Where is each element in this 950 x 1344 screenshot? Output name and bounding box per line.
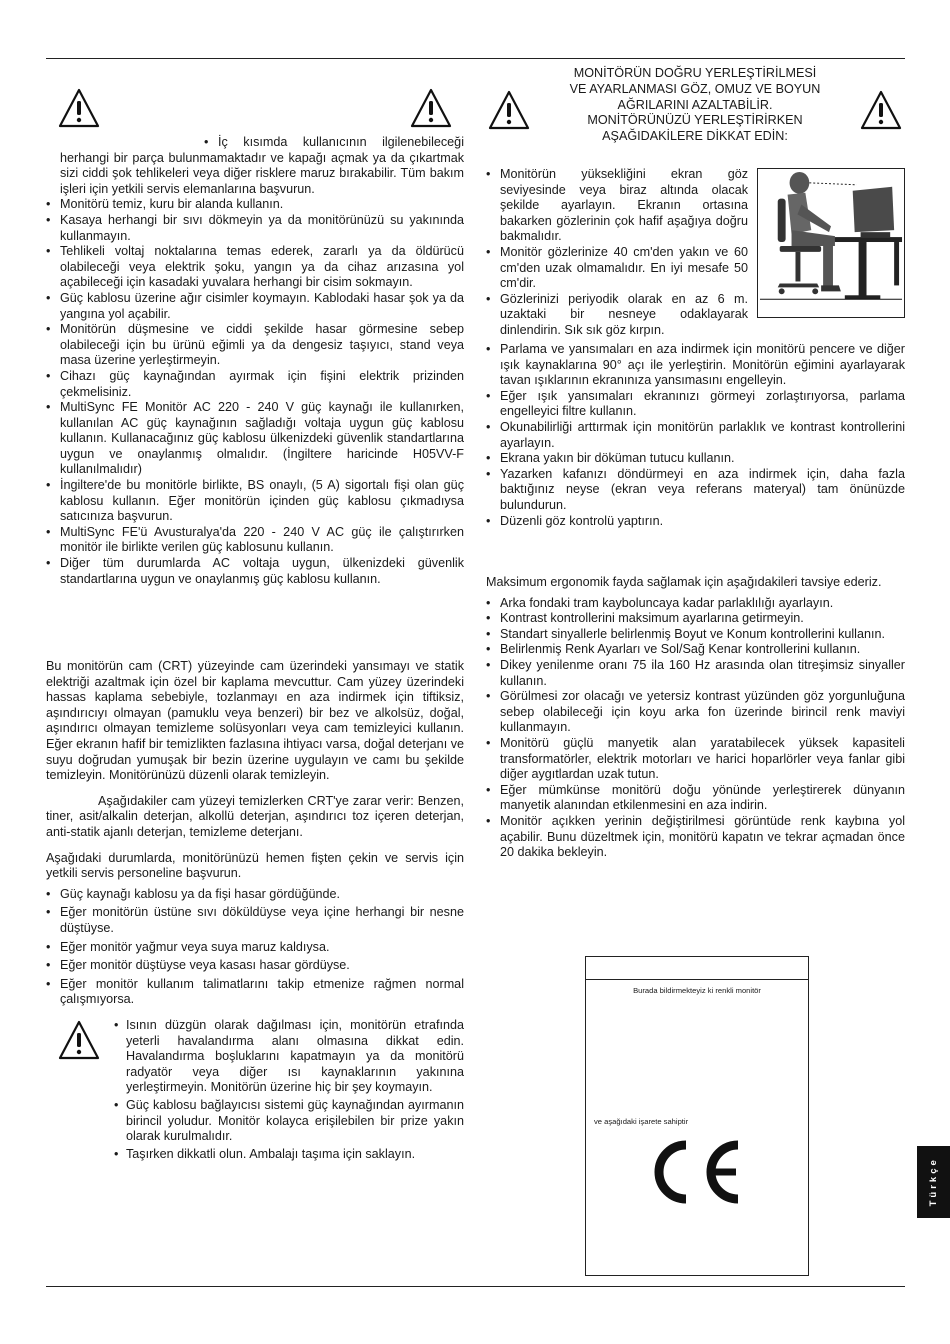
crt-section	[46, 659, 464, 1008]
safety-item-2: Monitörü temiz, kuru bir alanda kullanın.	[60, 197, 284, 212]
list-item: • Monitör açıkken yerinin değiştirilmesi görüntüde renk kaybına yol açabilir. Bunu düzeltmek için, monitörü kapatın ve tekrar açmadan önce 20 dakika bekleyin.	[486, 814, 905, 861]
list-item: • Eğer monitörün üstüne sıvı döküldüyse veya içine herhangi bir nesne düştüyse.	[46, 905, 464, 936]
warning-icon	[860, 90, 902, 130]
caution-list	[114, 1018, 464, 1162]
list-item	[46, 556, 464, 587]
list-item: • Parlama ve yansımaları en aza indirmek için monitörü pencere ve diğer ışık kaynaklarına 90° açı ile yerleştirin. Monitörün eğimini ayarlayarak tavan ışıklarının ekranınıza yansımasını engelleyin.	[486, 342, 905, 389]
list-item: • Eğer ışık yansımaları ekranınızı görmeyi zorlaştırıyorsa, parlama engelleyici filtre kullanın.	[486, 389, 905, 420]
list-item: • Isının düzgün olarak dağılması için, monitörün etrafında yeterli havalandırma alanı olmasına dikkat edin. Havalandırma boşluklarını kapatmayın ya da monitörü radyatör veya diğer ısı kaynaklarının yakınına yerleştirmeyin. Monitörün üzerine hiç bir şey koymayın.	[114, 1018, 464, 1096]
safety-item-11: Diğer tüm durumlarda AC voltaja uygun, ülkenizdeki güvenlik standartlarına uygun ve onaylanmış güç kablosu kullanın.	[60, 556, 464, 586]
safety-section	[46, 135, 464, 587]
ergonomics-section-wide	[486, 342, 905, 529]
list-item	[46, 525, 464, 556]
ergonomic-posture-illustration	[757, 168, 905, 318]
ce-declaration-line-1: Burada bildirmekteyiz ki renkli monitör	[633, 986, 761, 995]
list-item	[46, 400, 464, 478]
list-item: • Yazarken kafanızı döndürmeyi en aza indirmek için, daha fazla baktığınız neyse (ekran veya referans materyal) tam önünüzde bulundurun.	[486, 467, 905, 514]
list-item: • Monitörü güçlü manyetik alan yaratabilecek yüksek kapasiteli transformatörler, elektrik motorları ve harici hoparlörler veya fanlar gibi diğer aygıtlardan uzak tutun.	[486, 736, 905, 783]
list-item: • Güç kablosu bağlayıcısı sistemi güç kaynağından ayırmanın birincil yoludur. Monitör kolayca erişilebilen bir prize yakın olarak kurulmalıdır.	[114, 1098, 464, 1145]
list-item: • Eğer monitör yağmur veya suya maruz kaldıysa.	[46, 940, 464, 956]
list-item	[46, 135, 464, 197]
list-item: • Standart sinyallerle belirlenmiş Boyut ve Konum kontrollerini kullanın.	[486, 627, 905, 643]
safety-item-1: İç kısımda kullanıcının ilgilenebileceği herhangi bir parça bulunmamaktadır ve kapağı açmak ya da çıkartmak sizi ciddi şok tehlikeleri veya diğer risklere maruz bırakabilir. Tüm bakım işleri için yetkili servis elemanlarına başvurun.	[60, 135, 464, 196]
safety-item-3: Kasaya herhangi bir sıvı dökmeyin ya da monitörünüzü su yakınında kullanmayın.	[60, 212, 464, 243]
safety-item-6: Monitörün düşmesine ve ciddi şekilde hasar görmesine sebep olabileceği için bu ürünü eğimli ya da dengesiz taşıyıcı, stand veya masa üzerine yerleştirmeyin.	[60, 322, 464, 368]
ergonomics-section	[486, 167, 748, 339]
safety-item-10: MultiSync FE'ü Avusturalya'da 220 - 240 V AC güç ile çalıştırırken monitör ile birlikte verilen güç kablosunu kullanın.	[60, 524, 464, 555]
warning-icon	[410, 88, 452, 128]
max-ergonomics-intro: Maksimum ergonomik fayda sağlamak için aşağıdakileri tavsiye ederiz.	[486, 575, 882, 589]
caution-section	[114, 1018, 464, 1162]
list-item: • Monitör gözlerinize 40 cm'den yakın ve 60 cm'den uzak olmamalıdır. En iyi mesafe 50 cm'dir.	[486, 245, 748, 292]
max-ergonomics-section	[486, 575, 905, 861]
list-item: • Arka fondaki tram kayboluncaya kadar parlaklılığı ayarlayın.	[486, 596, 905, 612]
bottom-rule	[46, 1286, 905, 1287]
ce-declaration-line-2: ve aşağıdaki işarete sahiptir	[594, 1117, 689, 1126]
ergonomics-list	[486, 342, 905, 529]
list-item: • Ekrana yakın bir döküman tutucu kullanın.	[486, 451, 905, 467]
list-item: • Eğer monitör düştüyse veya kasası hasar gördüyse.	[46, 958, 464, 974]
warning-icon	[58, 1020, 100, 1060]
top-rule	[46, 58, 905, 59]
list-item: • Belirlenmiş Renk Ayarları ve Sol/Sağ Kenar kontrollerini kullanın.	[486, 642, 905, 658]
list-item	[46, 244, 464, 291]
safety-item-9: İngiltere'de bu monitörle birlikte, BS onaylı, (5 A) sigortalı fişi olan güç kablosu kullanın. Eğer monitörün içinden güç kablosu çıkmadıysa satıcınıza başvurun.	[60, 478, 464, 524]
safety-item-7: Cihazı güç kaynağından ayırmak için fişini elektrik prizinden çekmelisiniz.	[60, 368, 464, 399]
list-item: • Eğer monitör kullanım talimatlarını takip etmenize rağmen normal çalışmıyorsa.	[46, 977, 464, 1008]
list-item	[46, 197, 464, 213]
safety-item-5: Güç kablosu üzerine ağır cisimler koymayın. Kablodaki hasar şok ya da yangına yol açabilir.	[60, 290, 464, 321]
list-item: • Düzenli göz kontrolü yaptırın.	[486, 514, 905, 530]
list-item: • Görülmesi zor olacağı ve yetersiz kontrast yüzünden göz yorgunluğuna sebep olabileceği için koyu arka fon üzerinde birincil renk maviyi kullanmayın.	[486, 689, 905, 736]
list-item	[46, 369, 464, 400]
list-item: • Kontrast kontrollerini maksimum ayarlarına getirmeyin.	[486, 611, 905, 627]
list-item: • Taşırken dikkatli olun. Ambalajı taşıma için saklayın.	[114, 1147, 464, 1163]
safety-list	[46, 135, 464, 587]
max-ergonomics-list	[486, 596, 905, 861]
warning-icon	[488, 90, 530, 130]
list-item: • Okunabilirliği arttırmak için monitörün parlaklık ve kontrast kontrollerini ayarlayın.	[486, 420, 905, 451]
crt-service-list	[46, 887, 464, 1008]
ergonomics-heading: MONİTÖRÜN DOĞRU YERLEŞTİRİLMESİ VE AYARLANMASI GÖZ, OMUZ VE BOYUN AĞRILARINI AZALTABİLİR. MONİTÖRÜNÜZÜ YERLEŞTİRİRKEN AŞAĞIDAKİLERE DİKKAT EDİN:	[569, 66, 821, 144]
list-item: • Eğer mümkünse monitörü doğu yönünde yerleştirerek dünyanın manyetik alanından etkilenmesini en aza indirin.	[486, 783, 905, 814]
language-tab-label: Türkçe	[927, 1157, 939, 1207]
list-item: • Monitörün yüksekliğini ekran göz seviyesinde veya biraz altında olacak şekilde ayarlayın. Ekranın ortasına bakarken gözlerinin çok hafif aşağıya doğru bakmalıdır.	[486, 167, 748, 245]
ce-box-divider	[586, 979, 808, 980]
list-item	[46, 213, 464, 244]
crt-paragraph-1: Bu monitörün cam (CRT) yüzeyinde cam üzerindeki yansımayı ve statik elektriği azaltmak için özel bir kaplama mevcuttur. Cam yüzey üzerindeki hassas kaplama sebebiyle, tozlanmayı en aza indirmek için tiftiksiz, aşındırıcıyı olmayan (pamuklu veya benzeri) bir bez ve alkolsüz, doğal, aşındırıcı olmayan temizleme solüsyonları veya cam temizleyici kullanın. Eğer ekranın hafif bir temizlikten fazlasına ihtiyacı varsa, doğal deterjanı ve suyu doğrudan yumuşak bir bezin üzerine uygulayın ve camı bu şekilde temizleyin. Monitörünüzü düzenli olarak temizleyin.	[46, 659, 464, 783]
list-item	[46, 478, 464, 525]
safety-item-4: Tehlikeli voltaj noktalarına temas ederek, zararlı ya da öldürücü olabileceği veya elektrik şoku, yangın ya da cihaz arızasına yol açabileceği için kasadaki yuvalara herhangi bir cisim sokmayın.	[60, 244, 464, 290]
safety-item-8: MultiSync FE Monitör AC 220 - 240 V güç kaynağı ile kullanırken, kullanılan AC güç kaynağının sağladığı voltaja uygun güç kablosu kullanın. Kullanacağınız güç kablosu ülkenizdeki güvenlik standartlarına uygun ve onaylanmış olmalıdır. (İngiltere haricinde H05VV-F kullanılmalıdır)	[60, 400, 464, 477]
warning-icon	[58, 88, 100, 128]
list-item: • Dikey yenilenme oranı 75 ila 160 Hz arasında olan titreşimsiz sinyaller kullanın.	[486, 658, 905, 689]
ergonomics-list-top	[486, 167, 748, 339]
list-item: • Güç kaynağı kablosu ya da fişi hasar gördüğünde.	[46, 887, 464, 903]
list-item	[46, 291, 464, 322]
crt-paragraph-2: Aşağıdakiler cam yüzeyi temizlerken CRT'ye zarar verir: Benzen, tiner, asit/alkalin deterjan, alkollü deterjan, aşındırıcı toz içeren deterjan, anti-statik ajanlı deterjan, temizleme deterjanı.	[46, 793, 464, 839]
language-tab	[917, 1146, 950, 1218]
ce-mark-icon	[646, 1137, 746, 1207]
crt-paragraph-3: Aşağıdaki durumlarda, monitörünüzü hemen fişten çekin ve servis için yetkili servis personeline başvurun.	[46, 850, 464, 881]
ce-declaration-box	[585, 956, 809, 1276]
list-item: • Gözlerinizi periyodik olarak en az 6 m. uzaktaki bir nesneye odaklayarak dinlendirin. Sık sık göz kırpın.	[486, 292, 748, 339]
list-item	[46, 322, 464, 369]
